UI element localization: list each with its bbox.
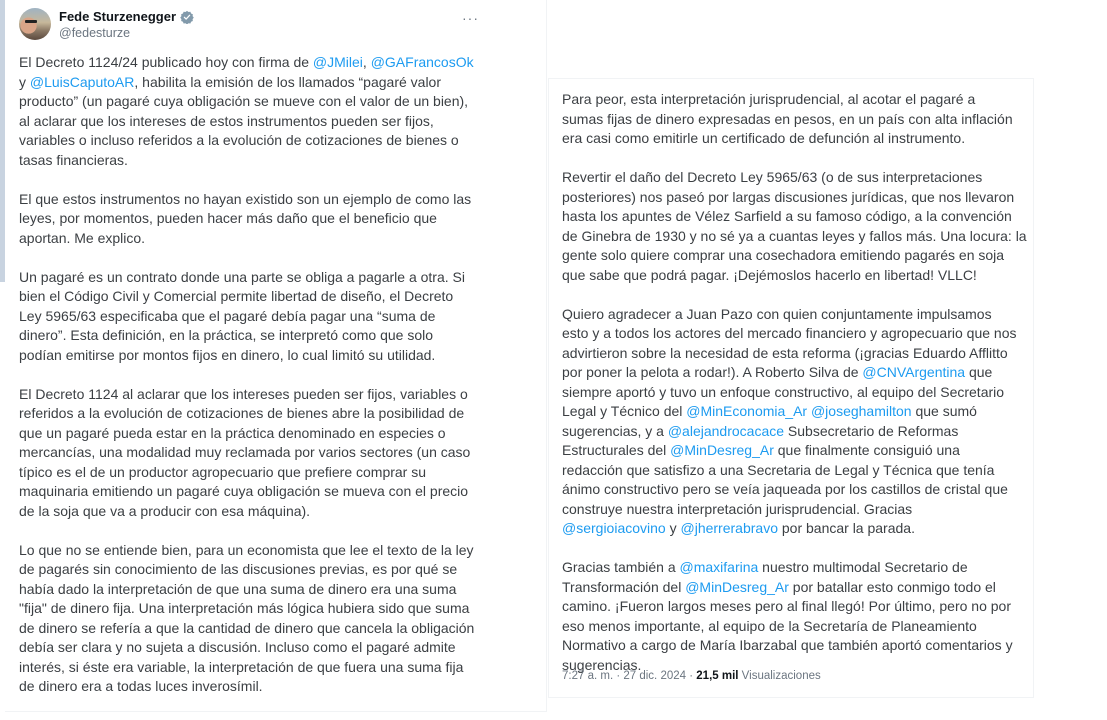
tweet-header [19,8,519,42]
author-name-row [59,9,194,24]
author-handle[interactable]: @fedesturze [59,26,131,40]
tweet-paragraph [19,190,499,249]
tweet-text-segment: que finalmente consiguió una redacción que satisfizo a una Secretaria de Legal y Técnica que tenía ánimo constructivo pero se veía jaqueada por los castillos de cristal que construye nuestra interpretación jurisprudencial. Gracias [562,442,1008,517]
tweet-text-segment: nuestro multimodal Secretario de Transformación del [562,559,968,595]
tweet-text-segment: , [362,54,371,70]
tweet-paragraph [19,268,499,366]
tweet-text-segment: Revertir el daño del Decreto Ley 5965/63 (o de sus interpretaciones posteriores) nos paseó por largas discusiones jurídicas, que nos llevaron hasta los apuntes de Vélez Sarfield a su famoso código, a la convención de Ginebra de 1930 y no sé ya a cuantas leyes y fallos más. Una locura: la gente solo quiere comprar una cosechadora emitiendo pagarés en soja que sabe que podrá pagar. ¡Dejémoslos hacerlo en libertad! VLLC! [562,169,1027,283]
mention-link[interactable]: @GAFrancosOk [370,54,474,70]
mention-link[interactable]: @jherrerabravo [680,520,778,536]
tweet-paragraph [19,541,499,697]
mention-link[interactable]: @MinDesreg_Ar [670,442,774,458]
tweet-text-segment: El que estos instrumentos no hayan existido son un ejemplo de como las leyes, por momentos, pueden hacer más daño que el beneficio que aportan. Me explico. [19,190,472,246]
tweet-text-segment: El Decreto 1124/24 publicado hoy con firma de [19,54,313,70]
tweet-text-segment: , habilita la emisión de los llamados “pagaré valor producto” (un pagaré cuya obligación se mueve con el valor de un bien), al aclarar que los intereses de estos instrumentos pueden ser fijos, variables o incluso referidos a la evolución de cotizaciones de bienes o tasas financieras. [19,73,469,168]
mention-link[interactable]: @joseghamilton [810,403,912,419]
author-name[interactable]: Fede Sturzenegger [59,9,177,24]
mention-link[interactable]: @JMilei [312,54,363,70]
tweet-text-right [562,90,1032,695]
tweet-text-segment: que siempre aportó y tuvo un enfoque constructivo, al equipo del Secretario Legal y Técnico del [562,364,1005,419]
mention-link[interactable]: @MinEconomia_Ar [686,403,808,419]
tweet-text-segment: por batallar esto conmigo todo el camino. ¡Fueron largos meses pero al final llegó! Por último, pero no por eso menos importante, al equipo de la Secretaría de Planeamiento Normativo a cargo de María Ibarzabal que también aportó comentarios y sugerencias. [562,578,1013,673]
tweet-paragraph [19,385,499,522]
mention-link[interactable]: @alejandrocacace [667,422,785,439]
tweet-paragraph [562,305,1032,539]
tweet-text-segment: y [665,520,681,536]
tweet-metadata [562,670,821,682]
separator: · [613,670,624,682]
tweet-time[interactable]: 7:27 a. m. [562,670,614,682]
tweet-text-segment: Quiero agradecer a Juan Pazo con quien conjuntamente impulsamos esto y a todos los actores del mercado financiero y agropecuario que nos advirtieron sobre la necesidad de esta reforma (¡gracias Eduardo Afflitto por poner la pelota a rodar!). A Roberto Silva de [562,305,1017,380]
tweet-text-segment: que sumó sugerencias, y a [562,403,977,439]
tweet-text-segment: El Decreto 1124 al aclarar que los intereses pueden ser fijos, variables o referidos a la evolución de cotizaciones de bienes abre la posibilidad de que un pagaré pueda estar en la práctica denominado en especies o mercancías, una modalidad muy reclamada por varios sectores (un caso típico es el de un productor agropecuario que prefiere comprar su maquinaria emitiendo un pagaré cuya obligación se mueva con el precio de la soja que va a producir con esa máquina). [19,385,471,519]
mention-link[interactable]: @CNVArgentina [862,364,966,380]
tweet-text-segment: Subsecretario de Reformas Estructurales del [562,422,959,458]
views-count: 21,5 mil [696,670,739,682]
tweet-text-segment: Gracias también a [562,559,680,575]
tweet-paragraph [19,53,499,170]
more-horizontal-icon[interactable]: ··· [462,10,479,26]
tweet-text-segment: Para peor, esta interpretación jurisprudencial, al acotar el pagaré a sumas fijas de dinero expresadas en pesos, en un país con alta inflación era casi como emitirle un certificado de defunción al instrumento. [562,91,1013,146]
tweet-text-segment: Un pagaré es un contrato donde una parte se obliga a pagarle a otra. Si bien el Código Civil y Comercial permite libertad de diseño, el Decreto Ley 5965/63 especificaba que el pagaré debía pagar una “suma de dinero”. Esta definición, en la práctica, se interpretó como que solo podían emitirse por montos fijos en dinero, lo cual limitó su utilidad. [19,268,465,363]
mention-link[interactable]: @maxifarina [679,559,759,575]
tweet-date[interactable]: 27 dic. 2024 [623,670,687,682]
verified-badge-icon [180,10,194,24]
mention-link[interactable]: @LuisCaputoAR [29,73,135,90]
tweet-paragraph [562,90,1032,149]
tweet-text-segment: por bancar la parada. [777,520,915,536]
avatar[interactable] [19,8,51,40]
views-label: Visualizaciones [738,670,821,682]
mention-link[interactable]: @sergioiacovino [562,520,666,536]
tweet-text-left [19,53,499,716]
tweet-paragraph [562,558,1032,675]
tweet-paragraph [562,168,1032,285]
tweet-text-segment: y [19,73,26,90]
mention-link[interactable]: @MinDesreg_Ar [685,578,789,595]
tweet-text-segment: Lo que no se entiende bien, para un economista que lee el texto de la ley de pagarés sin conocimiento de las discusiones previas, es por qué se había dado la interpretación de que una suma de dinero era una suma "fija" de dinero fija. Una interpretación más lógica hubiera sido que suma de dinero se refería a que la cantidad de dinero que cancela la obligación debía ser clara y no sujeta a discusión. Incluso como el pagaré admite interés, si éste era variable, la interpretación de que fuera una suma fija de dinero era a todas luces inverosímil. [19,541,475,694]
separator: · [686,670,697,682]
